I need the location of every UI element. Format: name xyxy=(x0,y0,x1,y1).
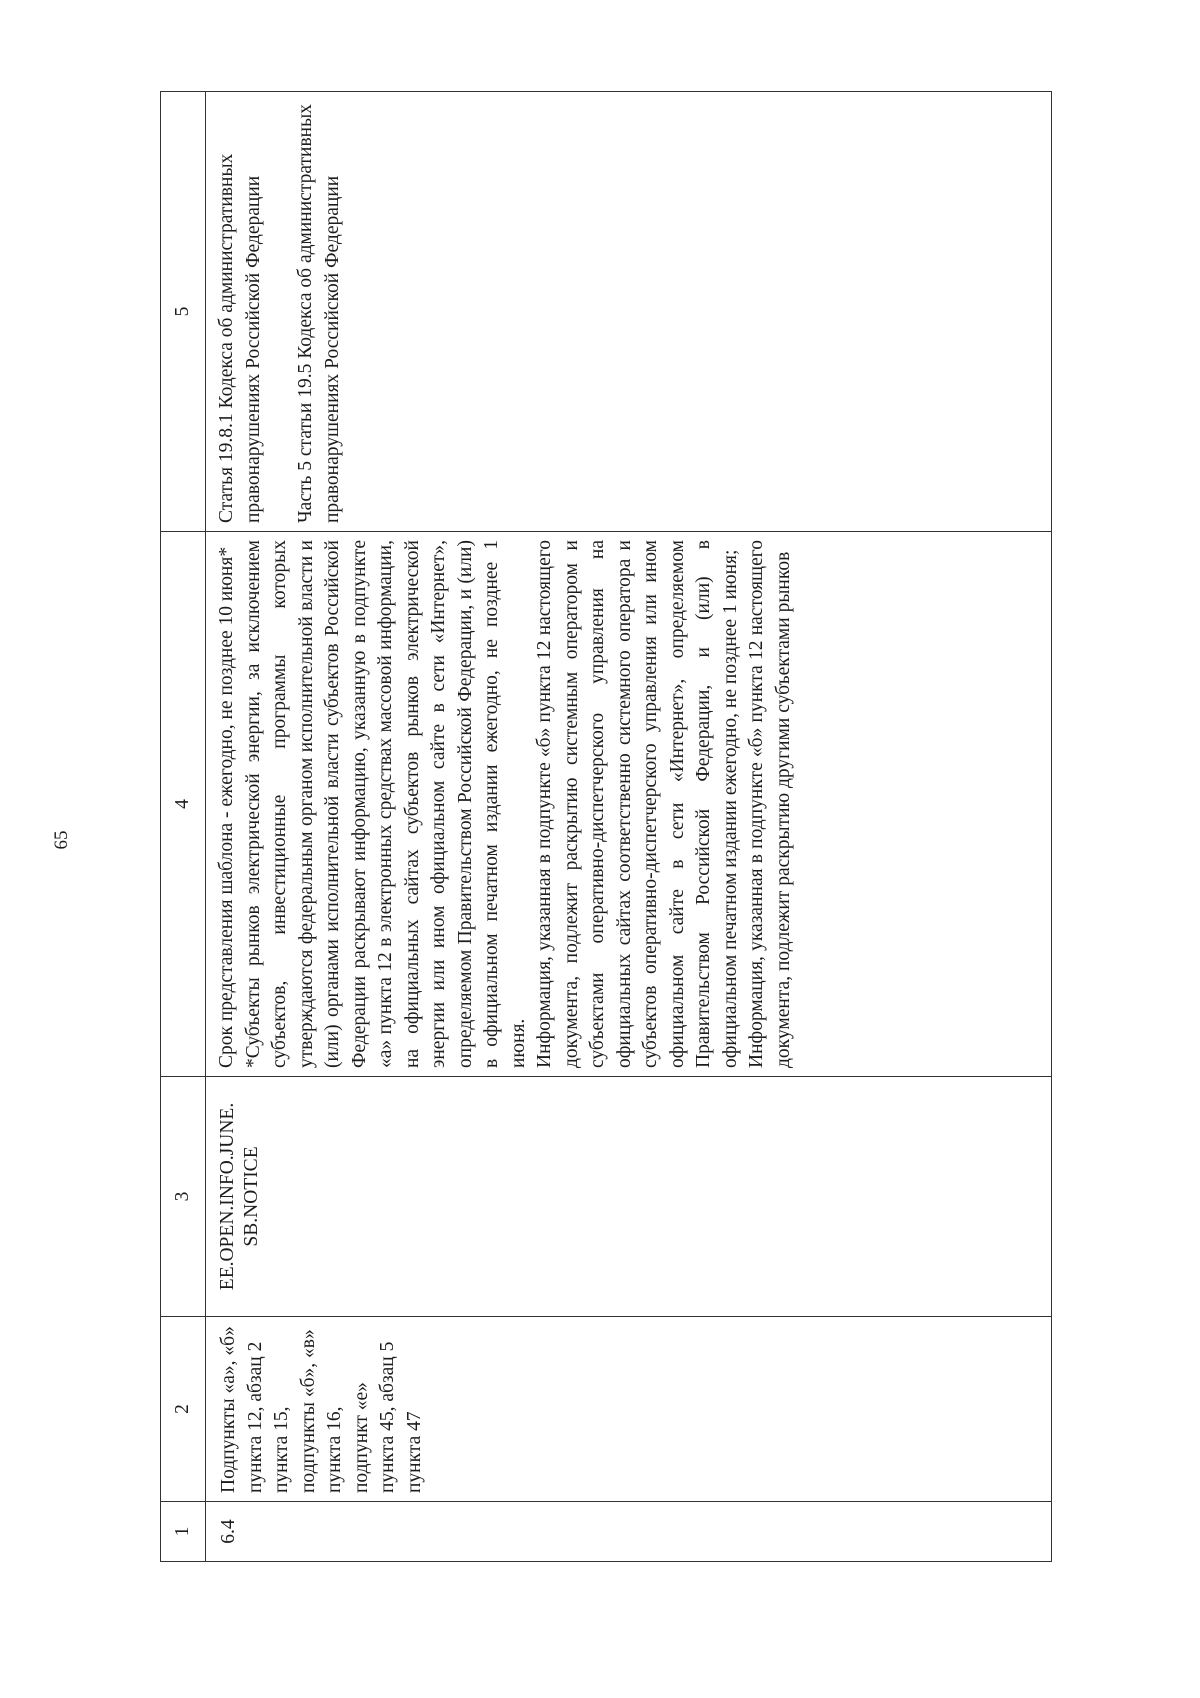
requirement-paragraph-3: Информация, указанная в подпункте «б» пункта 12 настоящего документа, подлежит раскрытию системным оператором и субъектами оперативно-диспетчерского управления на официальных сайтах соответственно системного оператора и субъектов оперативно-диспетчерского управления или ином официальном сайте в сети «Интернет», определяемом Правительством Российской Федерации, и (или) в официальном печатном издании ежегодно, не позднее 1 июня; xyxy=(534,540,741,1068)
row-number: 6.4 xyxy=(206,1502,1052,1562)
template-code-line-1: EE.OPEN.INFO.JUNE. xyxy=(217,1102,238,1291)
header-row xyxy=(161,92,206,1562)
page-number: 65 xyxy=(51,830,72,850)
row-requirement xyxy=(206,532,1052,1077)
liability-article-1: Статья 19.8.1 Кодекса об административных правонарушениях Российской Федерации xyxy=(216,153,264,523)
liability-article-2: Часть 5 статьи 19.5 Кодекса об административных правонарушениях Российской Федерации xyxy=(295,104,343,523)
row-references: Подпункты «а», «б» пункта 12, абзац 2 пункта 15, подпункты «б», «в» пункта 16, подпункт «е» пункта 45, абзац 5 пункта 47 xyxy=(206,1317,1052,1502)
requirements-table xyxy=(160,91,1052,1562)
table-row xyxy=(206,92,1052,1562)
requirement-paragraph-1: Срок представления шаблона - ежегодно, не позднее 10 июня* xyxy=(216,546,237,1068)
row-template-code xyxy=(206,1077,1052,1317)
requirement-paragraph-2: *Субъекты рынков электрической энергии, за исключением субъектов, инвестиционные программы которых утверждаются федеральным органом исполнительной власти и (или) органами исполнительной власти субъектов Российской Федерации раскрывают информацию, указанную в подпункте «а» пункта 12 в электронных средствах массовой информации, на официальных сайтах субъектов рынков электрической энергии или ином официальном сайте в сети «Интернет», определяемом Правительством Российской Федерации, и (или) в официальном печатном издании ежегодно, не позднее 1 июня. xyxy=(242,540,529,1068)
header-col-4: 4 xyxy=(161,532,206,1077)
liability-spacer xyxy=(267,100,293,523)
header-col-5: 5 xyxy=(161,92,206,532)
template-code-line-2: SB.NOTICE xyxy=(241,1146,262,1247)
rotated-sheet xyxy=(160,92,1052,1562)
requirement-paragraph-4: Информация, указанная в подпункте «б» пункта 12 настоящего документа, подлежит раскрытию другими субъектами рынков xyxy=(746,540,794,1068)
header-col-2: 2 xyxy=(161,1317,206,1502)
header-col-3: 3 xyxy=(161,1077,206,1317)
row-liability xyxy=(206,92,1052,532)
header-col-1: 1 xyxy=(161,1502,206,1562)
